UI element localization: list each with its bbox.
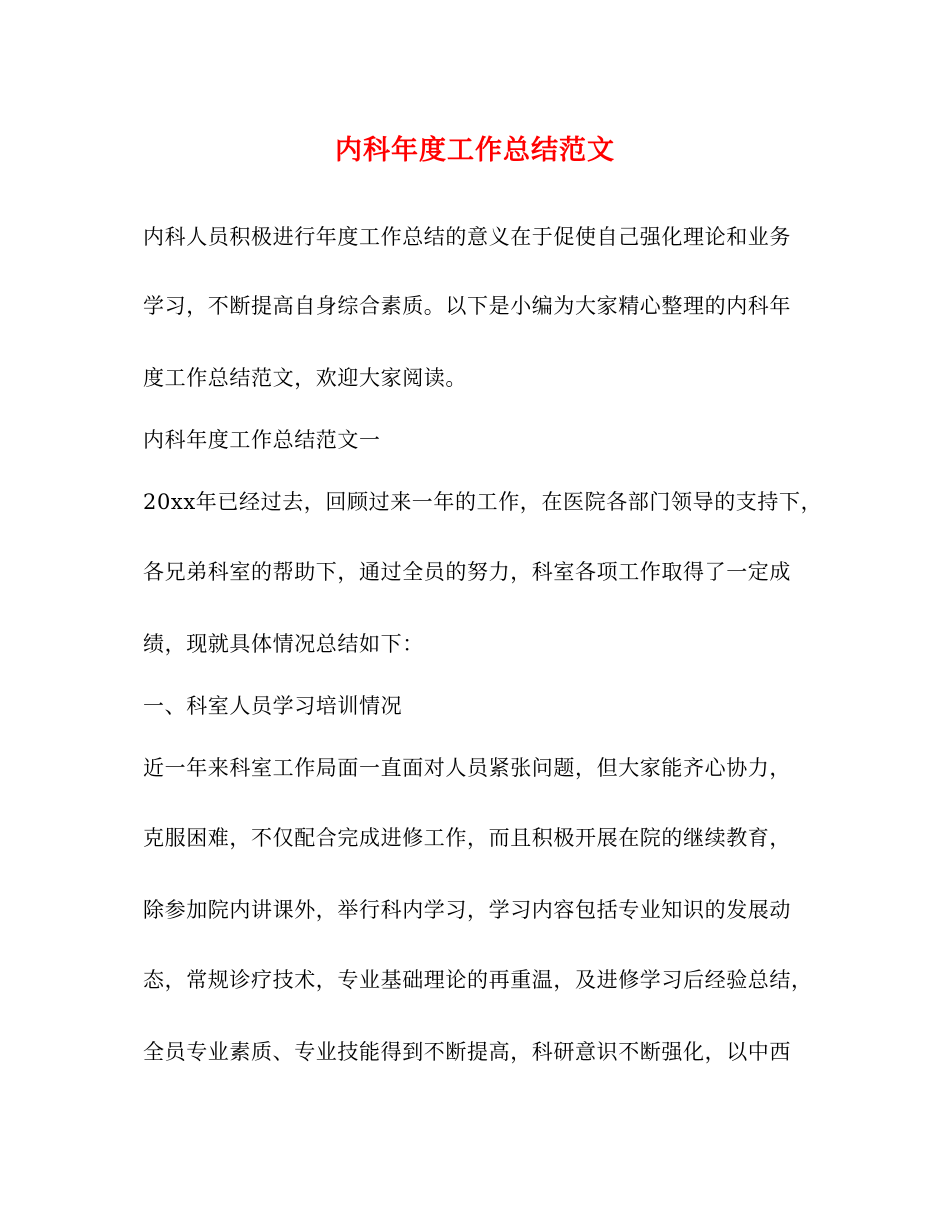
paragraph-line: 近一年来科室工作局面一直面对人员紧张问题，但大家能齐心协力，: [143, 756, 791, 780]
paragraph-line: 内科人员积极进行年度工作总结的意义在于促使自己强化理论和业务: [143, 225, 791, 249]
paragraph-line: 态，常规诊疗技术，专业基础理论的再重温，及进修学习后经验总结，: [143, 968, 813, 992]
paragraph-line: 克服困难，不仅配合完成进修工作，而且积极开展在院的继续教育，: [143, 826, 791, 850]
paragraph-line: 除参加院内讲课外，举行科内学习，学习内容包括专业知识的发展动: [143, 898, 791, 922]
paragraph-line: 学习，不断提高自身综合素质。以下是小编为大家精心整理的内科年: [143, 294, 791, 318]
paragraph-line: 全员专业素质、专业技能得到不断提高，科研意识不断强化，以中西: [143, 1040, 791, 1064]
section-heading: 内科年度工作总结范文一: [143, 428, 381, 452]
section-heading: 一、科室人员学习培训情况: [143, 694, 403, 718]
paragraph-line: 绩，现就具体情况总结如下：: [143, 632, 424, 656]
page-title: 内科年度工作总结范文: [335, 135, 615, 166]
paragraph-line: 各兄弟科室的帮助下，通过全员的努力，科室各项工作取得了一定成: [143, 560, 791, 584]
paragraph-line: 20xx年已经过去，回顾过来一年的工作，在医院各部门领导的支持下，: [143, 490, 823, 514]
paragraph-line: 度工作总结范文，欢迎大家阅读。: [143, 366, 467, 390]
